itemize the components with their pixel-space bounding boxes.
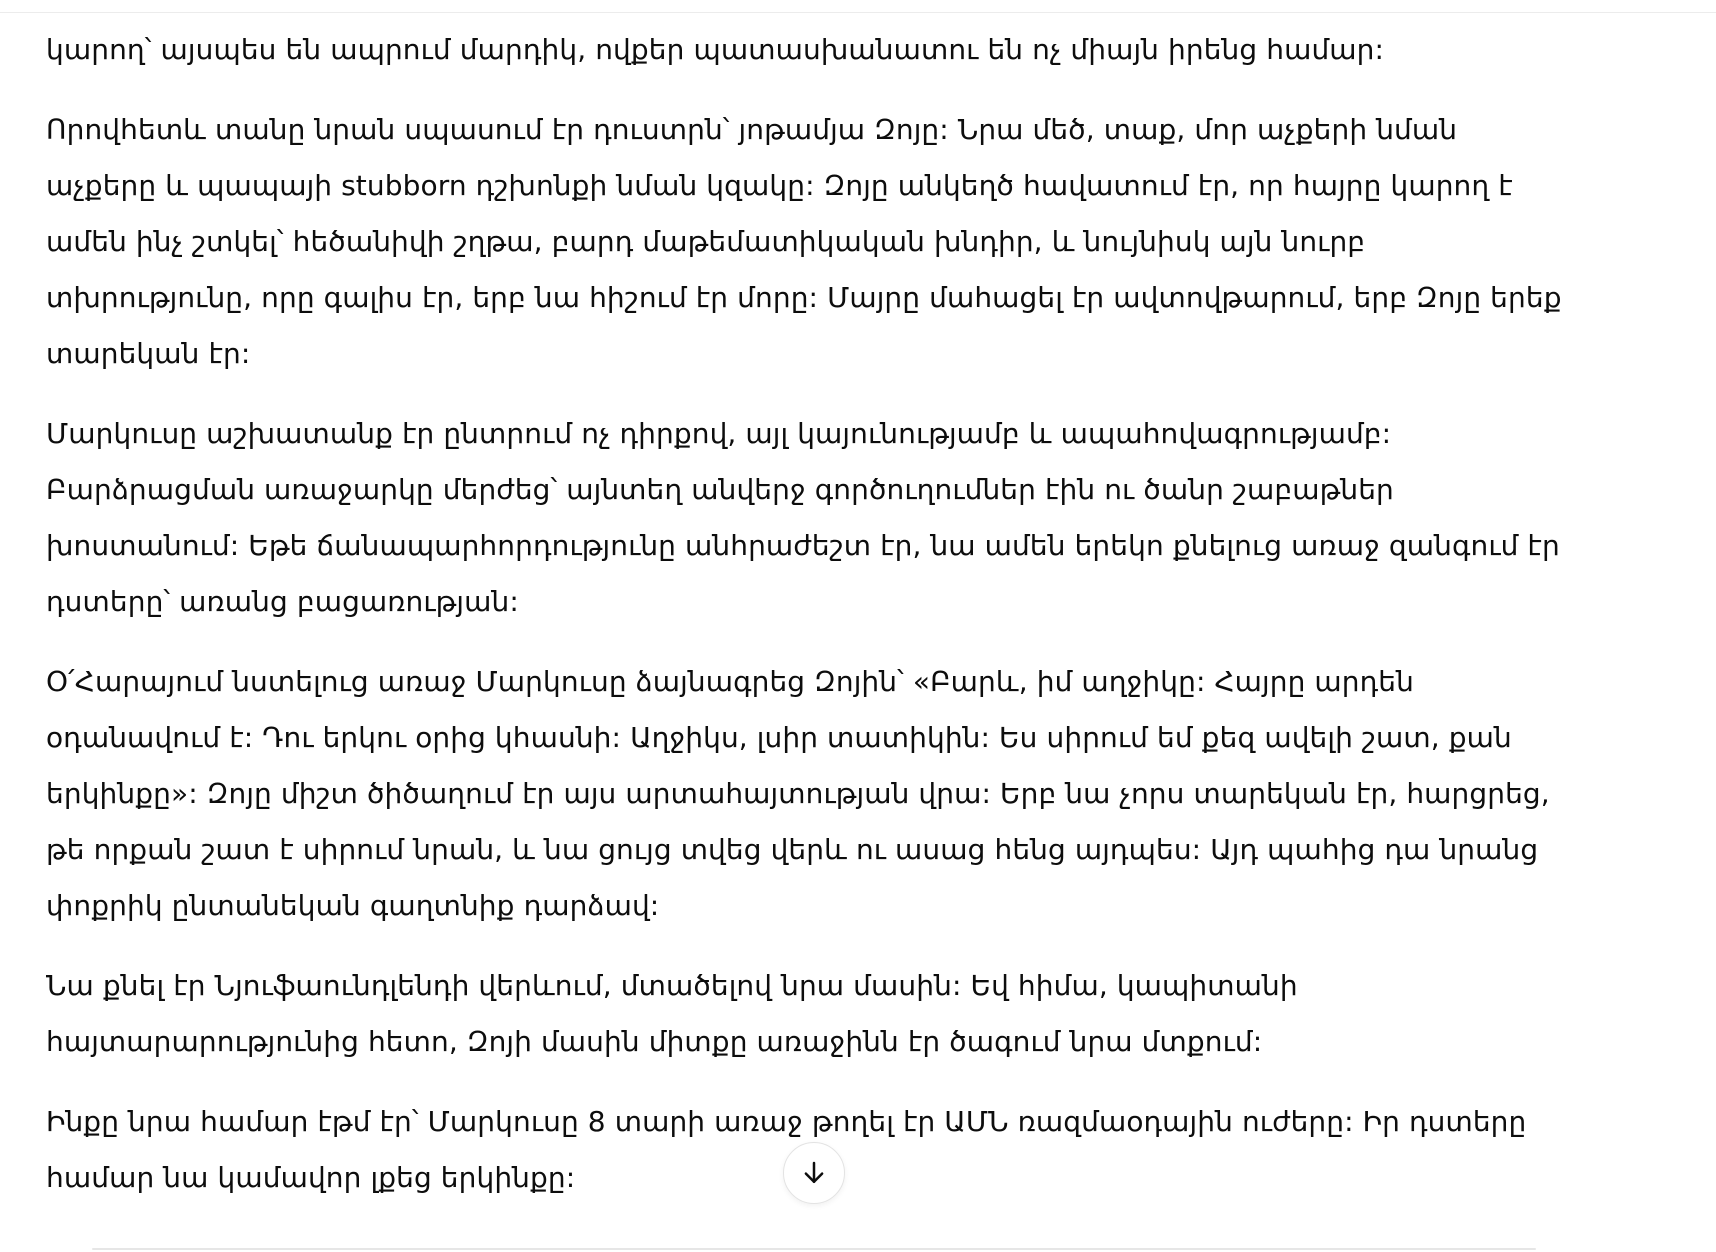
- paragraph-line: Մարկուսը աշխատանք էր ընտրում ոչ դիրքով, այլ կայունությամբ և ապահովագրությամբ:: [46, 417, 1392, 450]
- paragraph: [46, 102, 1606, 382]
- paragraph-line: խոստանում: Եթե ճանապարհորդությունը անհրաժեշտ էր, նա ամեն երեկո քնելուց առաջ զանգում էր: [46, 529, 1560, 562]
- paragraph-line: դստերը՝ առանց բացառության:: [46, 585, 519, 618]
- paragraph-line: Նա քնել էր Նյուֆաունդլենդի վերևում, մտածելով նրա մասին: Եվ հիմա, կապիտանի: [46, 969, 1298, 1002]
- paragraph-line: Բարձրացման առաջարկը մերժեց՝ այնտեղ անվերջ գործուղումներ էին ու ծանր շաբաթներ: [46, 473, 1394, 506]
- paragraph-line: օդանավում է: Դու երկու օրից կհասնի: Աղջիկս, լսիր տատիկին: Ես սիրում եմ քեզ ավելի շատ, քան: [46, 721, 1512, 754]
- top-divider: [0, 12, 1716, 13]
- paragraph-line: համար նա կամավոր լքեց երկինքը:: [46, 1161, 576, 1194]
- paragraph-line: կարող՝ այսպես են ապրում մարդիկ, ովքեր պատասխանատու են ոչ միայն իրենց համար:: [46, 33, 1385, 66]
- paragraph-line: ամեն ինչ շտկել՝ հեծանիվի շղթա, բարդ մաթեմատիկական խնդիր, և նույնիսկ այն նուրբ: [46, 225, 1366, 258]
- paragraph-line: փոքրիկ ընտանեկան գաղտնիք դարձավ:: [46, 889, 660, 922]
- paragraph-line: տարեկան էր:: [46, 337, 251, 370]
- scroll-to-bottom-button[interactable]: [783, 1142, 845, 1204]
- paragraph-line: տխրությունը, որը գալիս էր, երբ նա հիշում էր մորը: Մայրը մահացել էր ավտովթարում, երբ Զոյը երեք: [46, 281, 1562, 314]
- arrow-down-icon: [799, 1158, 829, 1188]
- paragraph: [46, 22, 1606, 78]
- paragraph-line: Որովհետև տանը նրան սպասում էր դուստրն՝ յոթամյա Զոյը: Նրա մեծ, տաք, մոր աչքերի նման: [46, 113, 1458, 146]
- paragraph: [46, 654, 1606, 934]
- paragraph-line: աչքերը և պապայի stubborn դշխոնքի նման կզակը: Զոյը անկեղծ հավատում էր, որ հայրը կարող է: [46, 169, 1513, 202]
- paragraph-line: երկինքը»: Զոյը միշտ ծիծաղում էր այս արտահայտության վրա: Երբ նա չորս տարեկան էր, հարցրեց,: [46, 777, 1550, 810]
- paragraph: [46, 958, 1606, 1070]
- paragraph-line: հայտարարությունից հետո, Զոյի մասին միտքը առաջինն էր ծագում նրա մտքում:: [46, 1025, 1263, 1058]
- composer-top-edge: [92, 1248, 1536, 1250]
- paragraph-line: թե որքան շատ է սիրում նրան, և նա ցույց տվեց վերև ու ասաց հենց այդպես: Այդ պահից դա նրանց: [46, 833, 1539, 866]
- paragraph-line: Օ՛Հարայում նստելուց առաջ Մարկուսը ձայնագրեց Զոյին՝ «Բարև, իմ աղջիկը: Հայրը արդեն: [46, 665, 1414, 698]
- paragraph: [46, 406, 1606, 630]
- message-content: [46, 22, 1606, 1230]
- paragraph-line: Ինքը նրա համար էթմ էր՝ Մարկուսը 8 տարի առաջ թողել էր ԱՄՆ ռազմաօդային ուժերը: Իր դստերը: [46, 1105, 1527, 1138]
